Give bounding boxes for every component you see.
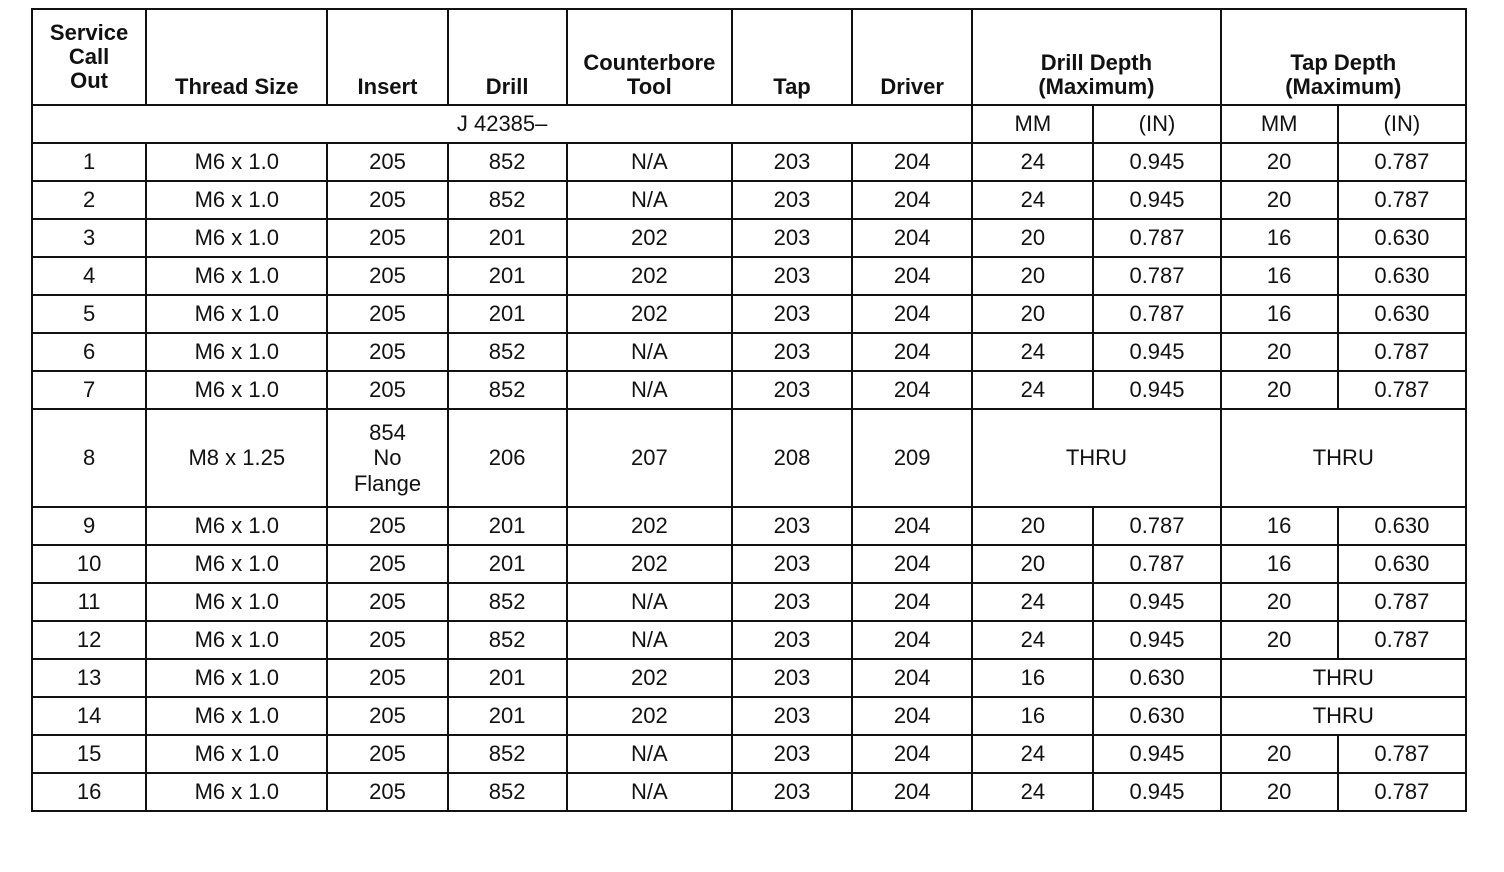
cell-drill-mm: 20 [972,219,1093,257]
cell-drill-in: 0.945 [1093,181,1220,219]
cell-tap-in: 0.787 [1338,143,1466,181]
cell-driver: 204 [852,371,972,409]
cell-callout: 4 [32,257,146,295]
cell-thread-size: M6 x 1.0 [146,507,327,545]
cell-tap: 203 [732,659,852,697]
cell-driver: 204 [852,143,972,181]
cell-drill: 201 [448,659,567,697]
table-row [32,257,1466,295]
cell-drill: 201 [448,295,567,333]
cell-drill-mm: 16 [972,697,1093,735]
cell-drill-mm: 24 [972,735,1093,773]
header-counterbore-line-1: Counterbore [583,49,716,75]
cell-tap-mm: 20 [1221,735,1338,773]
cell-tap: 203 [732,333,852,371]
thread-repair-tool-table [31,8,1467,812]
cell-counterbore: N/A [567,735,732,773]
cell-insert: 205 [327,621,447,659]
cell-callout: 5 [32,295,146,333]
cell-tap-mm: 20 [1221,181,1338,219]
cell-driver: 204 [852,507,972,545]
header-insert: Insert [327,9,447,105]
cell-insert: 205 [327,507,447,545]
cell-thread-size: M6 x 1.0 [146,295,327,333]
cell-callout: 15 [32,735,146,773]
cell-drill-in: 0.787 [1093,545,1220,583]
header-driver: Driver [852,9,972,105]
table-row [32,181,1466,219]
cell-counterbore: 202 [567,697,732,735]
cell-callout: 11 [32,583,146,621]
cell-insert: 205 [327,371,447,409]
cell-drill-mm: 20 [972,545,1093,583]
cell-tap-mm: 20 [1221,773,1338,811]
cell-tap-in: 0.787 [1338,735,1466,773]
cell-callout: 6 [32,333,146,371]
cell-drill-in: 0.787 [1093,257,1220,295]
cell-callout: 9 [32,507,146,545]
cell-insert-line: 854 [369,420,406,446]
cell-tap-in: 0.630 [1338,545,1466,583]
cell-tap: 203 [732,545,852,583]
cell-drill-in: 0.945 [1093,143,1220,181]
cell-driver: 204 [852,219,972,257]
table-row [32,659,1466,697]
header-row [32,9,1466,105]
cell-thread-size: M8 x 1.25 [146,409,327,507]
cell-thread-size: M6 x 1.0 [146,583,327,621]
cell-drill-mm: 24 [972,371,1093,409]
cell-insert: 205 [327,295,447,333]
cell-counterbore: 202 [567,545,732,583]
cell-thread-size: M6 x 1.0 [146,773,327,811]
cell-tap: 203 [732,621,852,659]
cell-tap: 208 [732,409,852,507]
cell-tap-depth-thru: THRU [1221,697,1466,735]
cell-callout: 7 [32,371,146,409]
cell-driver: 204 [852,181,972,219]
table-row [32,143,1466,181]
cell-callout: 14 [32,697,146,735]
table-row [32,621,1466,659]
cell-drill-in: 0.945 [1093,371,1220,409]
cell-tap-in: 0.787 [1338,583,1466,621]
table-row [32,409,1466,507]
cell-tap: 203 [732,181,852,219]
table-row [32,545,1466,583]
cell-drill-mm: 20 [972,295,1093,333]
header-drill-depth [972,9,1220,105]
cell-driver: 204 [852,333,972,371]
header-tap-depth-line-1: Tap Depth [1290,49,1397,75]
cell-drill: 201 [448,257,567,295]
cell-tap-mm: 16 [1221,545,1338,583]
cell-driver: 204 [852,257,972,295]
cell-tap: 203 [732,507,852,545]
cell-insert-line: No [373,445,402,471]
subheader-drill-in: (IN) [1093,105,1220,143]
cell-tap-in: 0.630 [1338,257,1466,295]
cell-tap-in: 0.787 [1338,333,1466,371]
cell-drill: 852 [448,621,567,659]
cell-counterbore: 202 [567,507,732,545]
cell-thread-size: M6 x 1.0 [146,257,327,295]
header-service-line-3: Out [70,68,109,94]
cell-callout: 3 [32,219,146,257]
cell-drill-mm: 24 [972,621,1093,659]
cell-drill-in: 0.787 [1093,219,1220,257]
table-row [32,697,1466,735]
cell-callout: 10 [32,545,146,583]
cell-tap: 203 [732,735,852,773]
cell-tap: 203 [732,143,852,181]
cell-thread-size: M6 x 1.0 [146,735,327,773]
cell-insert: 205 [327,333,447,371]
cell-driver: 204 [852,545,972,583]
cell-insert: 205 [327,181,447,219]
cell-driver: 204 [852,621,972,659]
cell-callout: 12 [32,621,146,659]
cell-tap-in: 0.630 [1338,295,1466,333]
cell-thread-size: M6 x 1.0 [146,545,327,583]
cell-drill-in: 0.630 [1093,697,1220,735]
cell-tap-mm: 16 [1221,295,1338,333]
cell-drill: 206 [448,409,567,507]
table-row [32,583,1466,621]
cell-counterbore: N/A [567,181,732,219]
cell-tap-mm: 20 [1221,621,1338,659]
cell-tap: 203 [732,773,852,811]
cell-counterbore: 202 [567,295,732,333]
cell-counterbore: 207 [567,409,732,507]
header-counterbore-tool [567,9,732,105]
cell-tap-in: 0.787 [1338,621,1466,659]
cell-drill-depth-thru: THRU [972,409,1220,507]
table-row [32,735,1466,773]
cell-drill: 201 [448,697,567,735]
cell-drill: 852 [448,371,567,409]
cell-tap-mm: 20 [1221,143,1338,181]
cell-thread-size: M6 x 1.0 [146,697,327,735]
table-row [32,371,1466,409]
cell-thread-size: M6 x 1.0 [146,659,327,697]
cell-thread-size: M6 x 1.0 [146,143,327,181]
header-tap-depth [1221,9,1466,105]
cell-insert: 205 [327,773,447,811]
part-number-prefix: J 42385– [32,105,972,143]
header-service-line-2: Call [68,43,110,69]
cell-driver: 204 [852,735,972,773]
cell-thread-size: M6 x 1.0 [146,333,327,371]
cell-driver: 204 [852,773,972,811]
cell-callout: 16 [32,773,146,811]
cell-drill: 201 [448,507,567,545]
table-row [32,219,1466,257]
cell-drill-in: 0.630 [1093,659,1220,697]
cell-tap: 203 [732,219,852,257]
cell-drill: 201 [448,219,567,257]
cell-counterbore: 202 [567,257,732,295]
subheader-tap-mm: MM [1221,105,1338,143]
cell-tap-mm: 20 [1221,371,1338,409]
cell-insert: 205 [327,143,447,181]
cell-drill-mm: 24 [972,773,1093,811]
cell-driver: 204 [852,659,972,697]
header-drill-depth-line-1: Drill Depth [1040,49,1153,75]
cell-drill-mm: 20 [972,257,1093,295]
cell-drill-mm: 24 [972,181,1093,219]
cell-drill-mm: 24 [972,143,1093,181]
cell-drill-in: 0.787 [1093,295,1220,333]
cell-tap-in: 0.787 [1338,773,1466,811]
cell-drill: 852 [448,583,567,621]
cell-drill-in: 0.945 [1093,773,1220,811]
cell-tap: 203 [732,257,852,295]
table-row [32,507,1466,545]
cell-insert: 205 [327,697,447,735]
cell-drill: 852 [448,773,567,811]
cell-callout: 13 [32,659,146,697]
cell-thread-size: M6 x 1.0 [146,219,327,257]
cell-drill-in: 0.945 [1093,735,1220,773]
cell-tap-mm: 16 [1221,507,1338,545]
cell-callout: 8 [32,409,146,507]
cell-insert: 205 [327,583,447,621]
cell-insert: 205 [327,257,447,295]
header-service-call-out [32,9,146,105]
cell-driver: 209 [852,409,972,507]
cell-drill: 201 [448,545,567,583]
cell-tap-mm: 16 [1221,219,1338,257]
header-drill: Drill [448,9,567,105]
cell-tap-depth-thru: THRU [1221,409,1466,507]
cell-tap-in: 0.787 [1338,181,1466,219]
cell-insert-line: Flange [353,470,422,496]
cell-thread-size: M6 x 1.0 [146,371,327,409]
cell-tap: 203 [732,697,852,735]
cell-counterbore: N/A [567,773,732,811]
tool-table-container [31,8,1467,812]
cell-drill-in: 0.945 [1093,621,1220,659]
cell-tap-mm: 20 [1221,333,1338,371]
header-counterbore-line-2: Tool [626,73,672,99]
cell-tap: 203 [732,583,852,621]
cell-tap-in: 0.630 [1338,507,1466,545]
cell-tap-depth-thru: THRU [1221,659,1466,697]
cell-tap-in: 0.787 [1338,371,1466,409]
cell-counterbore: N/A [567,583,732,621]
cell-drill-in: 0.787 [1093,507,1220,545]
header-thread-size: Thread Size [146,9,327,105]
cell-counterbore: 202 [567,659,732,697]
cell-drill-mm: 20 [972,507,1093,545]
cell-drill-mm: 16 [972,659,1093,697]
table-body [32,143,1466,811]
cell-tap: 203 [732,371,852,409]
cell-insert: 205 [327,735,447,773]
cell-insert: 205 [327,659,447,697]
cell-drill: 852 [448,181,567,219]
header-tap-depth-line-2: (Maximum) [1285,73,1402,99]
header-service-line-1: Service [49,19,129,45]
cell-counterbore: 202 [567,219,732,257]
header-drill-depth-line-2: (Maximum) [1038,73,1155,99]
cell-driver: 204 [852,295,972,333]
cell-counterbore: N/A [567,371,732,409]
cell-tap-in: 0.630 [1338,219,1466,257]
subheader-tap-in: (IN) [1338,105,1466,143]
cell-drill-in: 0.945 [1093,333,1220,371]
cell-tap-mm: 20 [1221,583,1338,621]
cell-thread-size: M6 x 1.0 [146,181,327,219]
cell-callout: 1 [32,143,146,181]
cell-counterbore: N/A [567,621,732,659]
cell-driver: 204 [852,697,972,735]
header-tap: Tap [732,9,852,105]
cell-insert [327,409,447,507]
cell-driver: 204 [852,583,972,621]
cell-counterbore: N/A [567,333,732,371]
cell-drill-mm: 24 [972,333,1093,371]
table-row [32,773,1466,811]
cell-tap: 203 [732,295,852,333]
cell-thread-size: M6 x 1.0 [146,621,327,659]
subheader-row [32,105,1466,143]
cell-drill-mm: 24 [972,583,1093,621]
table-row [32,333,1466,371]
table-row [32,295,1466,333]
cell-drill: 852 [448,143,567,181]
subheader-drill-mm: MM [972,105,1093,143]
cell-drill: 852 [448,333,567,371]
cell-counterbore: N/A [567,143,732,181]
cell-drill: 852 [448,735,567,773]
cell-insert: 205 [327,545,447,583]
cell-tap-mm: 16 [1221,257,1338,295]
cell-drill-in: 0.945 [1093,583,1220,621]
cell-insert: 205 [327,219,447,257]
cell-callout: 2 [32,181,146,219]
